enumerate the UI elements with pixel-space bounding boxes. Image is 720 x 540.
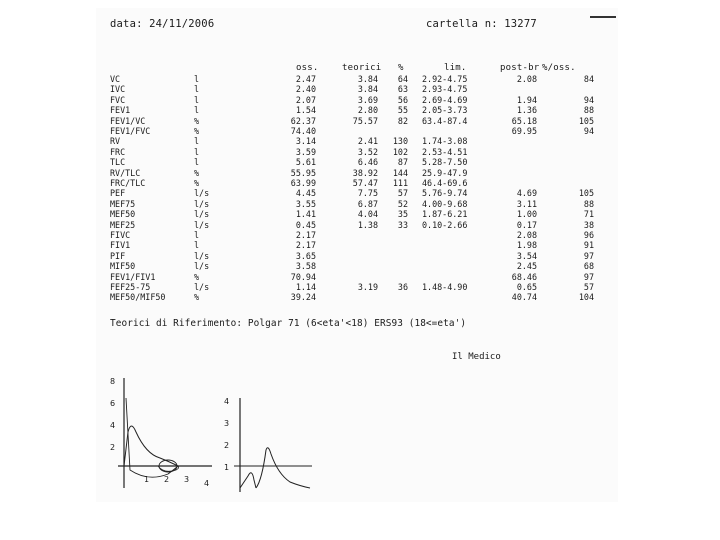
cell-unit: l [194, 84, 200, 95]
fv-y-tick-8: 8 [110, 377, 116, 386]
reference-note: Teorici di Riferimento: Polgar 71 (6<eta'<18) ERS93 (18<=eta') [110, 318, 467, 329]
table-row [96, 74, 618, 84]
cell-unit: l [194, 230, 200, 240]
cell-unit: l/s [194, 209, 210, 220]
cell-lim: 1.87-6.21 [422, 209, 468, 220]
cell-teo: 38.92 [352, 167, 378, 178]
table-row [96, 136, 618, 146]
cell-name: MEF25 [110, 219, 136, 230]
cell-teo: 3.69 [357, 94, 378, 105]
top-rule [590, 16, 616, 18]
cell-ppct: 88 [583, 105, 594, 116]
fv-x-tick-1: 1 [144, 475, 150, 484]
cell-ppct: 68 [583, 261, 594, 272]
table-row [96, 168, 618, 178]
vt-y-tick-4: 4 [224, 397, 230, 406]
cell-name: MIF50 [110, 261, 136, 272]
cell-teo: 6.46 [357, 157, 378, 168]
cell-oss: 1.41 [295, 209, 316, 220]
cell-unit: % [194, 126, 200, 136]
cell-unit: % [194, 292, 200, 303]
table-row [96, 292, 618, 302]
cell-post: 1.98 [516, 240, 537, 251]
cell-name: FEV1/FIV1 [110, 271, 156, 282]
fv-x-tick-2: 2 [164, 475, 170, 484]
cell-teo: 4.04 [357, 209, 378, 220]
cell-ppct: 38 [583, 219, 594, 230]
cell-oss: 74.40 [290, 126, 316, 136]
cell-teo: 7.75 [357, 188, 378, 199]
vt-second-effort [256, 448, 310, 488]
cell-teo: 57.47 [352, 178, 378, 188]
cell-unit: l [194, 94, 200, 105]
cell-unit: l [194, 157, 200, 168]
table-row [96, 95, 618, 105]
cell-pct: 56 [397, 94, 408, 105]
cell-ppct: 97 [583, 250, 594, 261]
cell-name: FIVC [110, 230, 131, 240]
cell-name: PEF [110, 188, 126, 199]
cell-lim: 5.28-7.50 [422, 157, 468, 168]
vt-y-tick-3: 3 [224, 419, 230, 428]
table-row [96, 220, 618, 230]
cell-post: 1.00 [516, 209, 537, 220]
cell-name: FEF25-75 [110, 282, 151, 292]
cell-unit: % [194, 271, 200, 282]
cell-ppct: 104 [578, 292, 594, 303]
cell-ppct: 88 [583, 198, 594, 209]
cell-name: FEV1 [110, 105, 131, 116]
cell-oss: 1.54 [295, 105, 316, 116]
cell-teo: 2.41 [357, 136, 378, 147]
cell-lim: 0.10-2.66 [422, 219, 468, 230]
cell-unit: % [194, 178, 200, 188]
cell-name: IVC [110, 84, 126, 95]
cell-lim: 2.92-4.75 [422, 74, 468, 84]
cell-lim: 2.69-4.69 [422, 94, 468, 105]
cell-teo: 1.38 [357, 219, 378, 230]
fv-x-tick-3: 3 [184, 475, 190, 484]
cell-oss: 70.94 [290, 271, 316, 282]
cell-ppct: 105 [578, 188, 594, 199]
table-row [96, 105, 618, 115]
cell-name: RV/TLC [110, 167, 141, 178]
table-row [96, 251, 618, 261]
cell-pct: 130 [392, 136, 408, 147]
cell-teo: 3.52 [357, 146, 378, 157]
table-row [96, 157, 618, 167]
cell-oss: 39.24 [290, 292, 316, 303]
cell-pct: 144 [392, 167, 408, 178]
cell-pct: 36 [397, 282, 408, 292]
fv-predicted-curve [126, 398, 178, 477]
fv-y-tick-6: 6 [110, 399, 116, 408]
cell-ppct: 71 [583, 209, 594, 220]
cell-teo: 2.80 [357, 105, 378, 116]
cell-oss: 2.17 [295, 230, 316, 240]
cell-pct: 111 [392, 178, 408, 188]
vt-y-tick-1: 1 [224, 463, 230, 472]
cell-oss: 2.47 [295, 74, 316, 84]
cell-teo: 3.19 [357, 282, 378, 292]
cell-name: FRC [110, 146, 126, 157]
table-row [96, 199, 618, 209]
cell-ppct: 96 [583, 230, 594, 240]
fv-y-tick-4: 4 [110, 421, 116, 430]
cell-ppct: 91 [583, 240, 594, 251]
cell-oss: 3.58 [295, 261, 316, 272]
table-row [96, 272, 618, 282]
cell-unit: l/s [194, 219, 210, 230]
fv-y-tick-2: 2 [110, 443, 116, 452]
cell-lim: 2.93-4.75 [422, 84, 468, 95]
cell-unit: % [194, 167, 200, 178]
vt-y-tick-2: 2 [224, 441, 230, 450]
cell-oss: 0.45 [295, 219, 316, 230]
cell-name: FEV1/FVC [110, 126, 151, 136]
cell-unit: l/s [194, 282, 210, 292]
col-post-pct: %/oss. [542, 63, 576, 73]
table-row [96, 209, 618, 219]
cell-post: 68.46 [511, 271, 537, 282]
cell-pct: 52 [397, 198, 408, 209]
cell-post: 3.54 [516, 250, 537, 261]
fv-x-tick-4: 4 [204, 479, 210, 488]
col-post-br: post-br [500, 63, 540, 73]
cell-pct: 82 [397, 115, 408, 126]
table-row [96, 282, 618, 292]
cell-name: FVC [110, 94, 126, 105]
doctor-signature-label: Il Medico [452, 352, 501, 362]
spirometry-report [96, 8, 618, 502]
col-pct: % [398, 63, 404, 73]
cell-post: 1.36 [516, 105, 537, 116]
cell-unit: l/s [194, 250, 210, 261]
cell-lim: 25.9-47.9 [422, 167, 468, 178]
cell-pct: 102 [392, 146, 408, 157]
cell-lim: 1.48-4.90 [422, 282, 468, 292]
cell-post: 2.45 [516, 261, 537, 272]
cell-post: 69.95 [511, 126, 537, 136]
cell-oss: 3.59 [295, 146, 316, 157]
table-row [96, 147, 618, 157]
cell-teo: 6.87 [357, 198, 378, 209]
cell-lim: 63.4-87.4 [422, 115, 468, 126]
cell-ppct: 97 [583, 271, 594, 282]
cell-ppct: 105 [578, 115, 594, 126]
cell-lim: 2.05-3.73 [422, 105, 468, 116]
report-date: data: 24/11/2006 [110, 18, 215, 30]
cell-post: 40.74 [511, 292, 537, 303]
table-row [96, 178, 618, 188]
cell-post: 65.18 [511, 115, 537, 126]
cell-post: 3.11 [516, 198, 537, 209]
cell-unit: l/s [194, 188, 210, 199]
cell-post: 2.08 [516, 74, 537, 84]
cell-unit: % [194, 115, 200, 126]
table-row [96, 126, 618, 136]
cell-unit: l [194, 74, 200, 84]
cell-name: MEF75 [110, 198, 136, 209]
cell-lim: 4.00-9.68 [422, 198, 468, 209]
cell-unit: l [194, 240, 200, 251]
cell-unit: l [194, 105, 200, 116]
cell-ppct: 94 [583, 94, 594, 105]
table-row [96, 230, 618, 240]
cell-teo: 75.57 [352, 115, 378, 126]
cell-unit: l/s [194, 198, 210, 209]
cell-post: 0.65 [516, 282, 537, 292]
cell-name: FRC/TLC [110, 178, 146, 188]
table-row [96, 84, 618, 94]
cell-teo: 3.84 [357, 84, 378, 95]
cell-name: MEF50/MIF50 [110, 292, 166, 303]
col-lim: lim. [444, 63, 467, 73]
cell-oss: 55.95 [290, 167, 316, 178]
cell-pct: 57 [397, 188, 408, 199]
cell-pct: 35 [397, 209, 408, 220]
cell-post: 2.08 [516, 230, 537, 240]
cell-lim: 46.4-69.6 [422, 178, 468, 188]
cell-oss: 3.65 [295, 250, 316, 261]
cell-unit: l/s [194, 261, 210, 272]
cell-name: FIV1 [110, 240, 131, 251]
cell-pct: 64 [397, 74, 408, 84]
cell-lim: 5.76-9.74 [422, 188, 468, 199]
col-oss: oss. [296, 63, 319, 73]
cell-ppct: 84 [583, 74, 594, 84]
cell-oss: 2.40 [295, 84, 316, 95]
cell-unit: l [194, 146, 200, 157]
record-number: cartella n: 13277 [426, 18, 537, 30]
vt-first-effort [240, 473, 256, 488]
cell-post: 0.17 [516, 219, 537, 230]
cell-unit: l [194, 136, 200, 147]
cell-pct: 87 [397, 157, 408, 168]
cell-oss: 2.17 [295, 240, 316, 251]
cell-name: RV [110, 136, 121, 147]
cell-pct: 33 [397, 219, 408, 230]
cell-oss: 3.55 [295, 198, 316, 209]
cell-post: 4.69 [516, 188, 537, 199]
table-row [96, 240, 618, 250]
cell-post: 1.94 [516, 94, 537, 105]
cell-oss: 4.45 [295, 188, 316, 199]
table-row [96, 116, 618, 126]
cell-oss: 5.61 [295, 157, 316, 168]
cell-oss: 3.14 [295, 136, 316, 147]
cell-oss: 63.99 [290, 178, 316, 188]
cell-lim: 2.53-4.51 [422, 146, 468, 157]
cell-oss: 2.07 [295, 94, 316, 105]
cell-oss: 62.37 [290, 115, 316, 126]
cell-oss: 1.14 [295, 282, 316, 292]
cell-name: MEF50 [110, 209, 136, 220]
cell-pct: 63 [397, 84, 408, 95]
cell-name: FEV1/VC [110, 115, 146, 126]
table-row [96, 188, 618, 198]
cell-pct: 55 [397, 105, 408, 116]
flow-volume-graph [104, 370, 216, 494]
table-row [96, 261, 618, 271]
volume-time-graph [218, 370, 328, 494]
cell-lim: 1.74-3.08 [422, 136, 468, 147]
cell-ppct: 57 [583, 282, 594, 292]
cell-name: VC [110, 74, 121, 84]
cell-name: PIF [110, 250, 126, 261]
cell-teo: 3.84 [357, 74, 378, 84]
col-teorici: teorici [342, 63, 382, 73]
cell-name: TLC [110, 157, 126, 168]
cell-ppct: 94 [583, 126, 594, 136]
